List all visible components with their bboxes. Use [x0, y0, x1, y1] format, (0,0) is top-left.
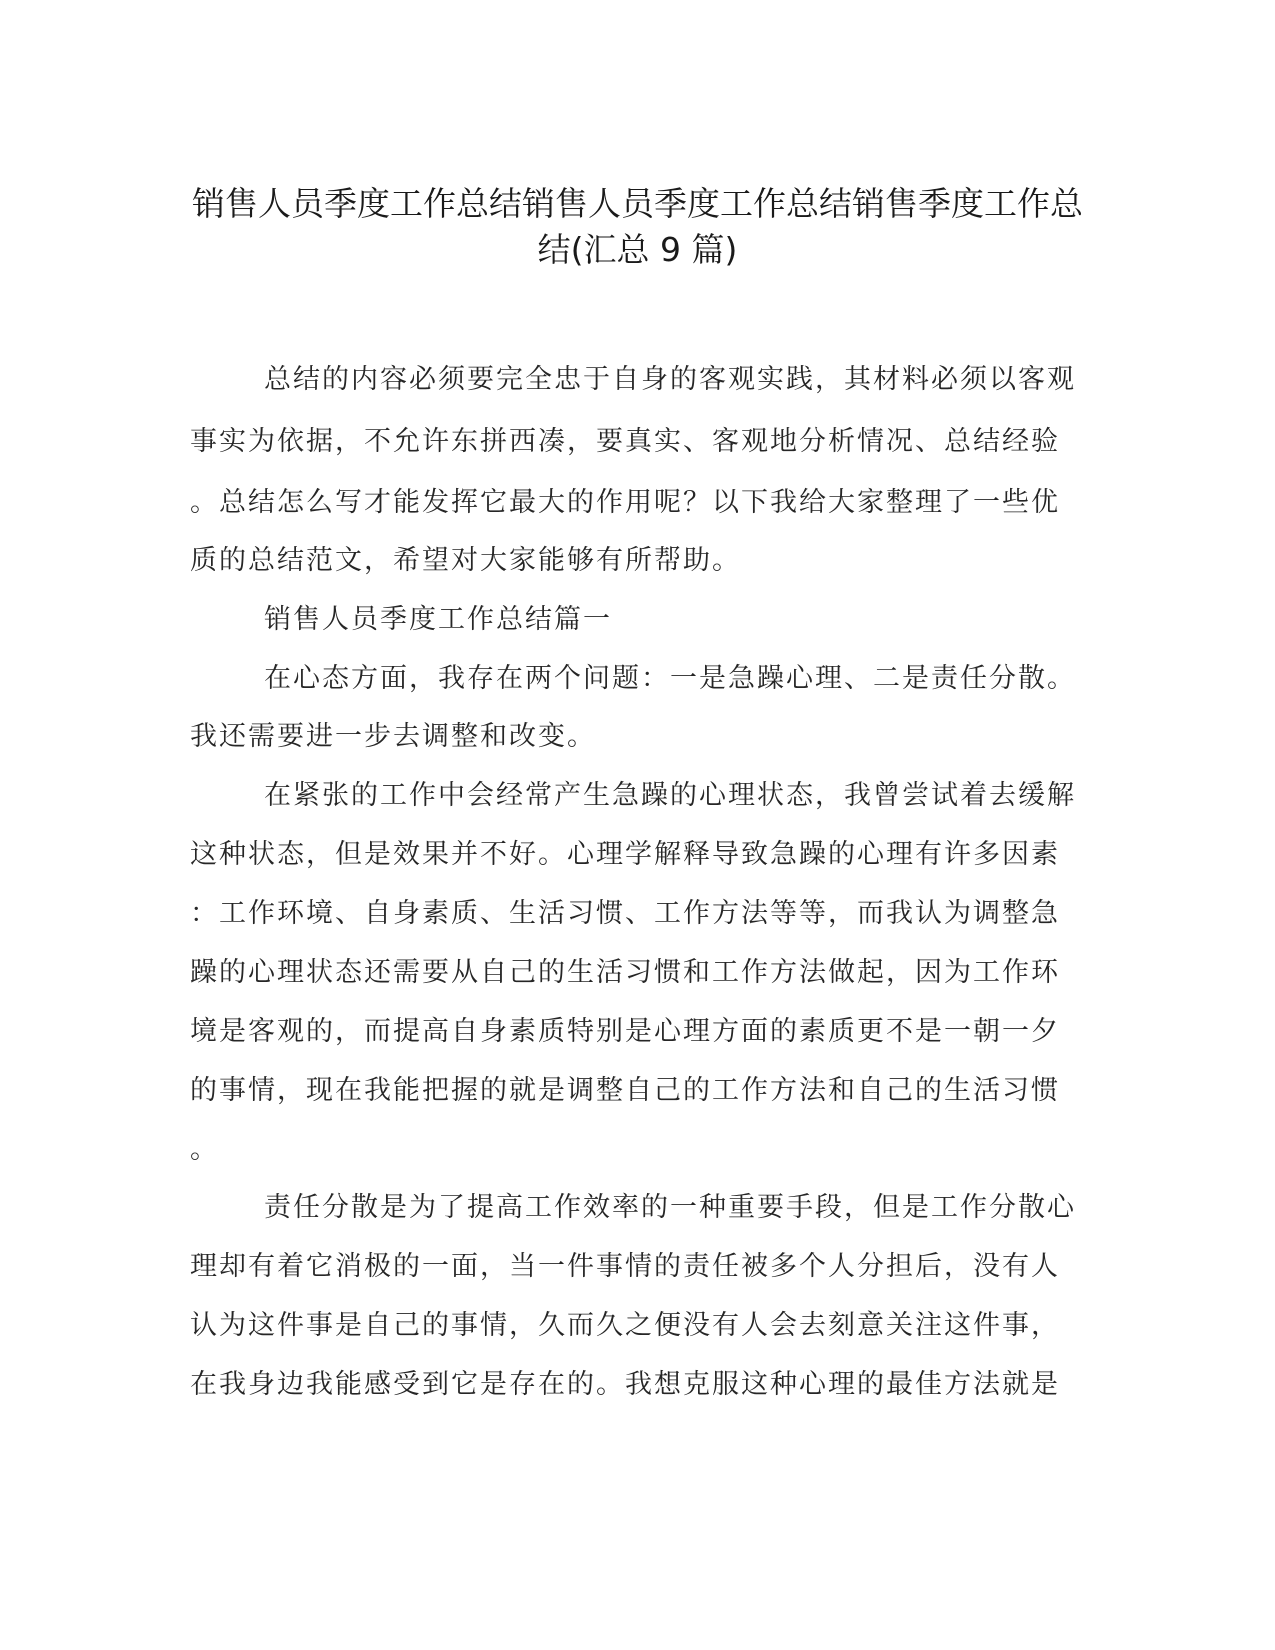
body-line: 在我身边我能感受到它是存在的。我想克服这种心理的最佳方法就是 [190, 1369, 1060, 1400]
body-line: 认为这件事是自己的事情，久而久之便没有人会去刻意关注这件事， [190, 1310, 1060, 1341]
body-line: 。总结怎么写才能发挥它最大的作用呢？以下我给大家整理了一些优 [190, 487, 1060, 518]
body-line: 躁的心理状态还需要从自己的生活习惯和工作方法做起，因为工作环 [190, 957, 1060, 988]
document-title-line-1: 销售人员季度工作总结销售人员季度工作总结销售季度工作总 [192, 184, 1083, 223]
body-line: 事实为依据，不允许东拼西凑，要真实、客观地分析情况、总结经验 [190, 426, 1060, 457]
section-heading: 销售人员季度工作总结篇一 [264, 604, 612, 635]
body-line: 这种状态，但是效果并不好。心理学解释导致急躁的心理有许多因素 [190, 839, 1060, 870]
body-line: 境是客观的，而提高自身素质特别是心理方面的素质更不是一朝一夕 [190, 1016, 1060, 1047]
body-line: 质的总结范文，希望对大家能够有所帮助。 [190, 545, 741, 576]
body-line: 总结的内容必须要完全忠于自身的客观实践，其材料必须以客观 [264, 364, 1076, 395]
body-line: 在心态方面，我存在两个问题：一是急躁心理、二是责任分散。 [264, 663, 1076, 694]
document-title-line-2: 结(汇总 9 篇) [537, 230, 738, 269]
body-line: 。 [190, 1134, 219, 1165]
body-line: 理却有着它消极的一面，当一件事情的责任被多个人分担后，没有人 [190, 1251, 1060, 1282]
body-line: 我还需要进一步去调整和改变。 [190, 721, 596, 752]
body-line: ：工作环境、自身素质、生活习惯、工作方法等等，而我认为调整急 [190, 898, 1060, 929]
body-line: 责任分散是为了提高工作效率的一种重要手段，但是工作分散心 [264, 1192, 1076, 1223]
body-line: 在紧张的工作中会经常产生急躁的心理状态，我曾尝试着去缓解 [264, 780, 1076, 811]
body-line: 的事情，现在我能把握的就是调整自己的工作方法和自己的生活习惯 [190, 1075, 1060, 1106]
